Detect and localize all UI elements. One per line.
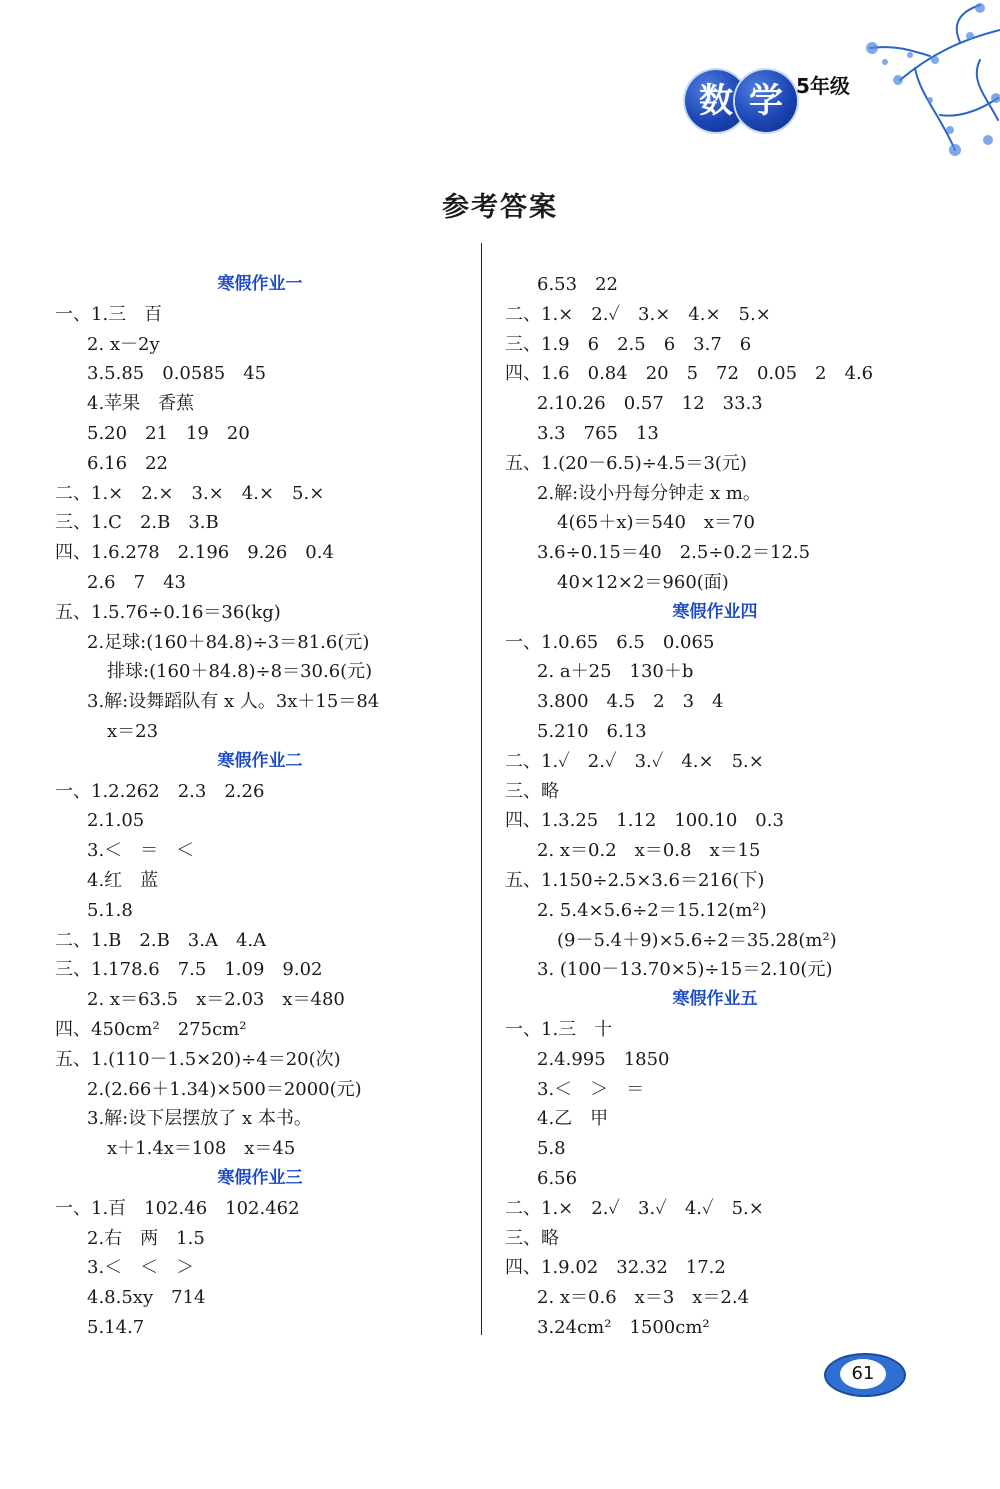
answer-line: 四、1.6 0.84 20 5 72 0.05 2 4.6 <box>505 363 874 385</box>
answer-line: 一、1.2.262 2.3 2.26 <box>55 780 265 802</box>
answer-line: 五、1.(110－1.5×20)÷4＝20(次) <box>55 1048 341 1070</box>
answer-line: (9－5.4＋9)×5.6÷2＝35.28(m²) <box>557 929 837 951</box>
subject-badge-1: 数 <box>685 70 747 132</box>
answer-line: 四、450cm² 275cm² <box>55 1018 247 1040</box>
answer-line: 4.苹果 香蕉 <box>87 393 195 415</box>
answer-line: 二、1.✓ 2.✓ 3.✓ 4.× 5.× <box>505 750 764 772</box>
answer-line: 2.6 7 43 <box>87 571 186 593</box>
answer-line: 五、1.(20－6.5)÷4.5＝3(元) <box>505 452 747 474</box>
answer-line: 2.足球:(160＋84.8)÷3＝81.6(元) <box>87 631 370 653</box>
answer-line: 2.解:设小丹每分钟走 x m。 <box>537 482 761 504</box>
answer-line: 2.右 两 1.5 <box>87 1227 205 1249</box>
answer-line: x＋1.4x＝108 x＝45 <box>107 1138 296 1160</box>
answer-line: 5.20 21 19 20 <box>87 422 250 444</box>
answer-line: 3.解:设舞蹈队有 x 人。3x＋15＝84 <box>87 691 380 713</box>
answer-line: 3.＜ ＜ ＞ <box>87 1257 195 1279</box>
answer-line: 6.53 22 <box>537 274 618 295</box>
answer-line: 一、1.百 102.46 102.462 <box>55 1197 300 1219</box>
answer-line: 三、1.9 6 2.5 6 3.7 6 <box>505 333 752 355</box>
answer-line: 五、1.150÷2.5×3.6＝216(下) <box>505 869 765 891</box>
answer-line: 三、1.178.6 7.5 1.09 9.02 <box>55 959 323 981</box>
answer-line: 五、1.5.76÷0.16＝36(kg) <box>55 601 281 623</box>
section-heading: 寒假作业四 <box>672 601 758 622</box>
column-divider <box>481 243 482 1335</box>
answer-line: x＝23 <box>107 720 159 742</box>
section-heading: 寒假作业二 <box>217 750 303 771</box>
answer-line: 3.5.85 0.0585 45 <box>87 363 267 385</box>
answer-line: 一、1.0.65 6.5 0.065 <box>505 631 715 653</box>
answer-line: 3.3 765 13 <box>537 422 659 444</box>
page-number: 61 <box>840 1359 886 1389</box>
answer-line: 4(65＋x)＝540 x＝70 <box>557 512 755 534</box>
answer-line: 2. x＝63.5 x＝2.03 x＝480 <box>87 989 345 1011</box>
answer-line: 3.＜ ＞ ＝ <box>537 1078 645 1100</box>
answer-line: 一、1.三 十 <box>505 1018 613 1040</box>
answer-line: 4.8.5xy 714 <box>87 1287 206 1309</box>
answer-line: 4.乙 甲 <box>537 1108 609 1130</box>
answer-line: 2. x－2y <box>87 333 160 355</box>
answer-line: 二、1.B 2.B 3.A 4.A <box>55 929 267 951</box>
answer-line: 三、略 <box>505 780 559 802</box>
answer-line: 40×12×2＝960(面) <box>557 571 729 593</box>
page-number-badge <box>818 1345 910 1397</box>
answer-line: 5.8 <box>537 1138 566 1160</box>
answer-line: 3.800 4.5 2 3 4 <box>537 691 724 713</box>
answer-line: 一、1.三 百 <box>55 303 163 325</box>
answer-line: 2.10.26 0.57 12 33.3̇ <box>537 393 763 415</box>
page-header <box>0 0 1000 180</box>
answer-line: 2.(2.66＋1.34)×500＝2000(元) <box>87 1078 362 1100</box>
answer-line: 排球:(160＋84.8)÷8＝30.6(元) <box>107 661 373 683</box>
answer-line: 3.解:设下层摆放了 x 本书。 <box>87 1108 312 1130</box>
answer-line: 5.1.8 <box>87 899 133 921</box>
answer-line: 四、1.9.02 32.32 17.2 <box>505 1257 726 1279</box>
answer-line: 三、1.C 2.B 3.B <box>55 512 219 534</box>
subject-badge-2: 学 <box>735 70 797 132</box>
answer-line: 3.6÷0.15＝40 2.5÷0.2＝12.5 <box>537 542 811 564</box>
answer-line: 二、1.× 2.✓ 3.✓ 4.✓ 5.× <box>505 1197 764 1219</box>
answer-line: 3.＜ ＝ ＜ <box>87 840 195 862</box>
answer-line: 三、略 <box>505 1227 559 1249</box>
answer-line: 5.14.7 <box>87 1316 145 1338</box>
answer-line: 二、1.× 2.× 3.× 4.× 5.× <box>55 482 325 504</box>
grade-label: 5年级 <box>796 74 850 98</box>
section-heading: 寒假作业一 <box>217 274 303 294</box>
answer-line: 5.210 6.13 <box>537 720 647 742</box>
answer-line: 2. x＝0.6 x＝3 x＝2.4 <box>537 1287 750 1309</box>
answer-line: 2. x＝0.2 x＝0.8 x＝15 <box>537 840 761 862</box>
answer-line: 6.56 <box>537 1167 578 1189</box>
section-heading: 寒假作业三 <box>217 1167 303 1188</box>
answer-line: 四、1.3.25 1.12 100.10 0.3 <box>505 810 784 832</box>
answer-line: 2. 5.4×5.6÷2＝15.12(m²) <box>537 899 767 921</box>
section-heading: 寒假作业五 <box>672 989 758 1010</box>
answer-column-right <box>505 270 925 1343</box>
answer-line: 2.4.995 1850 <box>537 1048 670 1070</box>
answer-line: 3. (100－13.70×5)÷15＝2.10(元) <box>537 959 833 981</box>
answer-line: 2. a＋25 130＋b <box>537 661 694 683</box>
answer-line: 四、1.6.278 2.196 9.26 0.4 <box>55 542 334 564</box>
answer-line: 3.24cm² 1500cm² <box>537 1316 710 1338</box>
branch-decoration-icon <box>810 0 1000 180</box>
answer-line: 2.1.05 <box>87 810 145 832</box>
answer-line: 4.红 蓝 <box>87 869 159 891</box>
answer-line: 6.16 22 <box>87 452 168 474</box>
page-title: 参考答案 <box>442 192 558 223</box>
answer-line: 二、1.× 2.✓ 3.× 4.× 5.× <box>505 303 771 325</box>
answer-column-left <box>55 270 465 1343</box>
